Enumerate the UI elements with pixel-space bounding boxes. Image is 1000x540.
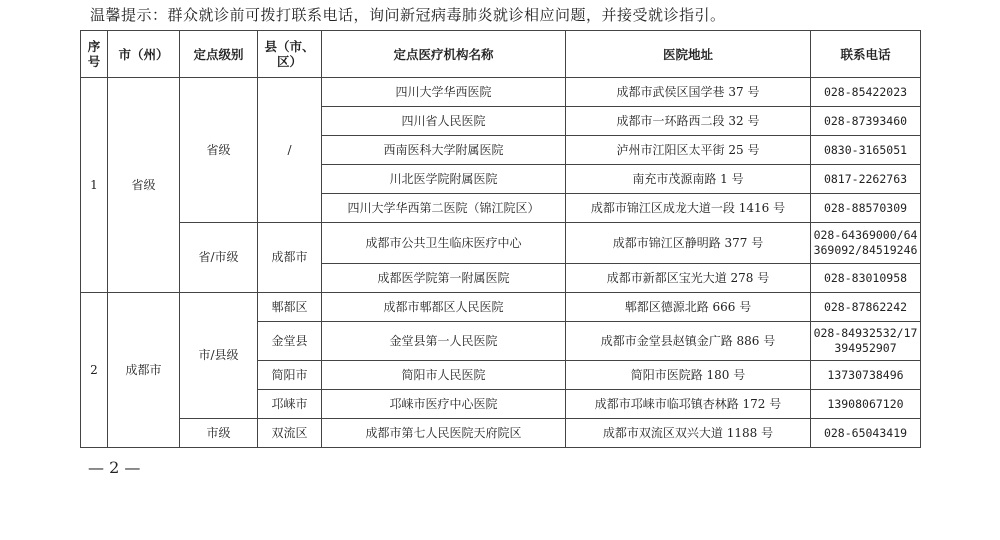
level-cell: 市/县级 [180, 293, 258, 419]
hospital-phone: 0817-2262763 [811, 165, 921, 194]
table-row [81, 419, 921, 448]
hospital-phone: 028-64369000/64369092/84519246 [811, 223, 921, 264]
county-cell: 郫都区 [258, 293, 322, 322]
hospital-name: 成都市公共卫生临床医疗中心 [322, 223, 566, 264]
hospital-address: 郫都区德源北路 666 号 [566, 293, 811, 322]
hospital-name: 川北医学院附属医院 [322, 165, 566, 194]
hospital-phone: 028-87393460 [811, 107, 921, 136]
hospital-address: 成都市一环路西二段 32 号 [566, 107, 811, 136]
table-row [81, 223, 921, 264]
hospital-name: 成都医学院第一附属医院 [322, 264, 566, 293]
hospital-phone: 13730738496 [811, 361, 921, 390]
hospital-phone: 028-85422023 [811, 78, 921, 107]
header-address: 医院地址 [566, 31, 811, 78]
level-cell: 省/市级 [180, 223, 258, 293]
hospital-address: 成都市新都区宝光大道 278 号 [566, 264, 811, 293]
page-number: — 2 — [88, 458, 141, 477]
hospital-phone: 0830-3165051 [811, 136, 921, 165]
hospital-address: 成都市锦江区成龙大道一段 1416 号 [566, 194, 811, 223]
hospital-phone: 13908067120 [811, 390, 921, 419]
county-cell: / [258, 78, 322, 223]
county-cell: 双流区 [258, 419, 322, 448]
notice-text: 温馨提示：群众就诊前可拨打联系电话，询问新冠病毒肺炎就诊相应问题，并接受就诊指引。 [90, 6, 726, 24]
level-cell: 市级 [180, 419, 258, 448]
header-row [81, 31, 921, 78]
hospital-name: 金堂县第一人民医院 [322, 322, 566, 361]
hospital-name: 四川省人民医院 [322, 107, 566, 136]
header-seq: 序号 [81, 31, 108, 78]
hospital-address: 成都市金堂县赵镇金广路 886 号 [566, 322, 811, 361]
city-cell: 成都市 [108, 293, 180, 448]
hospital-address: 成都市武侯区国学巷 37 号 [566, 78, 811, 107]
header-name: 定点医疗机构名称 [322, 31, 566, 78]
hospital-phone: 028-83010958 [811, 264, 921, 293]
hospital-phone: 028-88570309 [811, 194, 921, 223]
hospital-table [80, 30, 921, 448]
header-phone: 联系电话 [811, 31, 921, 78]
county-cell: 邛崃市 [258, 390, 322, 419]
hospital-name: 成都市郫都区人民医院 [322, 293, 566, 322]
hospital-phone: 028-65043419 [811, 419, 921, 448]
header-county: 县（市、区） [258, 31, 322, 78]
hospital-address: 泸州市江阳区太平街 25 号 [566, 136, 811, 165]
table-row [81, 293, 921, 322]
hospital-name: 四川大学华西医院 [322, 78, 566, 107]
city-cell: 省级 [108, 78, 180, 293]
hospital-name: 邛崃市医疗中心医院 [322, 390, 566, 419]
hospital-address: 简阳市医院路 180 号 [566, 361, 811, 390]
hospital-name: 四川大学华西第二医院（锦江院区） [322, 194, 566, 223]
seq-cell: 1 [81, 78, 108, 293]
hospital-address: 成都市锦江区静明路 377 号 [566, 223, 811, 264]
level-cell: 省级 [180, 78, 258, 223]
hospital-name: 简阳市人民医院 [322, 361, 566, 390]
seq-cell: 2 [81, 293, 108, 448]
hospital-phone: 028-84932532/17394952907 [811, 322, 921, 361]
header-city: 市（州） [108, 31, 180, 78]
hospital-phone: 028-87862242 [811, 293, 921, 322]
header-level: 定点级别 [180, 31, 258, 78]
hospital-address: 成都市双流区双兴大道 1188 号 [566, 419, 811, 448]
hospital-name: 西南医科大学附属医院 [322, 136, 566, 165]
county-cell: 金堂县 [258, 322, 322, 361]
hospital-address: 南充市茂源南路 1 号 [566, 165, 811, 194]
county-cell: 简阳市 [258, 361, 322, 390]
hospital-name: 成都市第七人民医院天府院区 [322, 419, 566, 448]
hospital-address: 成都市邛崃市临邛镇杏林路 172 号 [566, 390, 811, 419]
table-row [81, 78, 921, 107]
county-cell: 成都市 [258, 223, 322, 293]
